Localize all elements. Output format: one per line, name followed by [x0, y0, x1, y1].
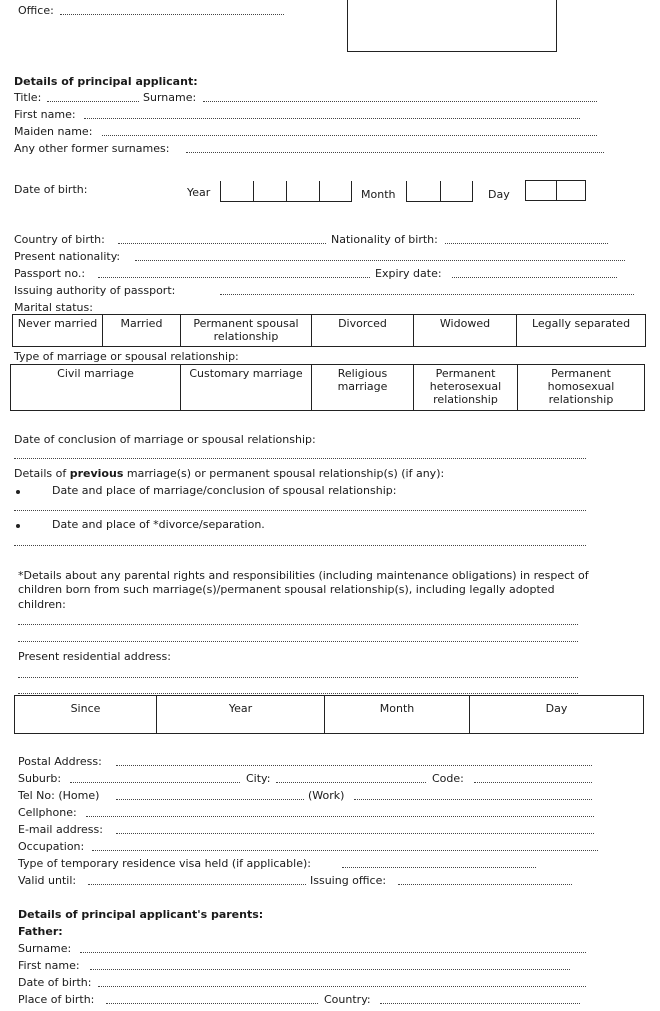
- marital-status-table: [12, 314, 646, 347]
- office-stamp-box: [347, 0, 557, 52]
- marital-option-never-married[interactable]: Never married: [13, 315, 103, 347]
- passport-field[interactable]: [98, 277, 370, 278]
- dob-month-label: Month: [361, 188, 396, 201]
- tel-work-label: (Work): [308, 789, 345, 802]
- since-table: [14, 695, 644, 734]
- relationship-option-religious[interactable]: Religious marriage: [312, 365, 414, 411]
- marital-option-permanent-spousal[interactable]: Permanent spousal relationship: [181, 315, 312, 347]
- dob-label: Date of birth:: [14, 183, 88, 196]
- relationship-option-homosexual[interactable]: Permanent homosexual relationship: [518, 365, 645, 411]
- title-field[interactable]: [47, 101, 139, 102]
- relationship-type-label: Type of marriage or spousal relationship:: [14, 350, 239, 363]
- since-header[interactable]: Since: [15, 696, 157, 734]
- title-label: Title:: [14, 91, 42, 104]
- issuing-office-field[interactable]: [398, 884, 572, 885]
- since-year-header[interactable]: Year: [157, 696, 325, 734]
- bullet-icon: [16, 490, 20, 494]
- marital-option-married[interactable]: Married: [103, 315, 181, 347]
- previous-marriages-label: Details of previous marriage(s) or permanent spousal relationship(s) (if any):: [14, 467, 445, 480]
- previous-marriage-date-field[interactable]: [14, 510, 586, 511]
- surname-field[interactable]: [203, 101, 597, 102]
- parental-details-field-1[interactable]: [18, 624, 578, 625]
- visa-type-field[interactable]: [342, 867, 536, 868]
- expiry-label: Expiry date:: [375, 267, 442, 280]
- dob-year-label: Year: [187, 186, 211, 199]
- since-day-header[interactable]: Day: [470, 696, 644, 734]
- father-dob-field[interactable]: [98, 986, 586, 987]
- passport-label: Passport no.:: [14, 267, 86, 280]
- divorce-date-label: Date and place of *divorce/separation.: [52, 518, 265, 531]
- postal-address-label: Postal Address:: [18, 755, 102, 768]
- former-surnames-label: Any other former surnames:: [14, 142, 170, 155]
- suburb-label: Suburb:: [18, 772, 62, 785]
- father-heading: Father:: [18, 925, 63, 938]
- father-country-label: Country:: [324, 993, 371, 1006]
- conclusion-date-label: Date of conclusion of marriage or spousal relationship:: [14, 433, 316, 446]
- cellphone-field[interactable]: [86, 816, 594, 817]
- visa-type-label: Type of temporary residence visa held (if applicable):: [18, 857, 311, 870]
- office-field[interactable]: [60, 14, 284, 15]
- father-surname-label: Surname:: [18, 942, 72, 955]
- present-nationality-label: Present nationality:: [14, 250, 121, 263]
- residential-address-field-2[interactable]: [18, 693, 578, 694]
- father-first-name-label: First name:: [18, 959, 80, 972]
- first-name-field[interactable]: [84, 118, 580, 119]
- maiden-name-field[interactable]: [102, 135, 597, 136]
- former-surnames-field[interactable]: [186, 152, 604, 153]
- issuing-authority-field[interactable]: [220, 294, 634, 295]
- tel-work-field[interactable]: [354, 799, 592, 800]
- email-field[interactable]: [116, 833, 594, 834]
- principal-heading: Details of principal applicant:: [14, 75, 198, 88]
- conclusion-date-field[interactable]: [14, 458, 586, 459]
- marital-option-widowed[interactable]: Widowed: [414, 315, 517, 347]
- parental-note-line-1: *Details about any parental rights and responsibilities (including maintenance obligations) in respect of: [18, 569, 589, 582]
- city-field[interactable]: [276, 782, 426, 783]
- issuing-authority-label: Issuing authority of passport:: [14, 284, 176, 297]
- bullet-icon: [16, 524, 20, 528]
- parental-details-field-2[interactable]: [18, 641, 578, 642]
- code-field[interactable]: [474, 782, 592, 783]
- relationship-option-heterosexual[interactable]: Permanent heterosexual relationship: [414, 365, 518, 411]
- father-country-field[interactable]: [380, 1003, 580, 1004]
- marital-status-label: Marital status:: [14, 301, 93, 314]
- marital-option-divorced[interactable]: Divorced: [312, 315, 414, 347]
- parents-heading: Details of principal applicant's parents:: [18, 908, 264, 921]
- nationality-birth-label: Nationality of birth:: [331, 233, 438, 246]
- marital-option-legally-separated[interactable]: Legally separated: [517, 315, 646, 347]
- father-pob-field[interactable]: [106, 1003, 318, 1004]
- previous-marriage-date-label: Date and place of marriage/conclusion of spousal relationship:: [52, 484, 397, 497]
- relationship-option-customary[interactable]: Customary marriage: [181, 365, 312, 411]
- relationship-option-civil[interactable]: Civil marriage: [11, 365, 181, 411]
- occupation-label: Occupation:: [18, 840, 85, 853]
- expiry-field[interactable]: [452, 277, 617, 278]
- first-name-label: First name:: [14, 108, 76, 121]
- code-label: Code:: [432, 772, 464, 785]
- surname-label: Surname:: [143, 91, 197, 104]
- father-first-name-field[interactable]: [90, 969, 570, 970]
- residential-address-field-1[interactable]: [18, 677, 578, 678]
- father-pob-label: Place of birth:: [18, 993, 95, 1006]
- dob-year-boxes[interactable]: [220, 181, 352, 202]
- father-surname-field[interactable]: [80, 952, 586, 953]
- city-label: City:: [246, 772, 271, 785]
- tel-home-label: Tel No: (Home): [18, 789, 100, 802]
- parental-note-line-3: children:: [18, 598, 66, 611]
- office-label: Office:: [18, 4, 54, 17]
- dob-month-boxes[interactable]: [406, 181, 473, 202]
- maiden-name-label: Maiden name:: [14, 125, 93, 138]
- father-dob-label: Date of birth:: [18, 976, 92, 989]
- issuing-office-label: Issuing office:: [310, 874, 387, 887]
- cellphone-label: Cellphone:: [18, 806, 77, 819]
- present-nationality-field[interactable]: [135, 260, 625, 261]
- email-label: E-mail address:: [18, 823, 103, 836]
- postal-address-field[interactable]: [116, 765, 592, 766]
- occupation-field[interactable]: [92, 850, 598, 851]
- valid-until-field[interactable]: [88, 884, 306, 885]
- country-birth-label: Country of birth:: [14, 233, 105, 246]
- relationship-type-table: [10, 364, 645, 411]
- divorce-date-field[interactable]: [14, 545, 586, 546]
- country-birth-field[interactable]: [118, 243, 326, 244]
- tel-home-field[interactable]: [116, 799, 304, 800]
- valid-until-label: Valid until:: [18, 874, 77, 887]
- dob-day-boxes[interactable]: [525, 180, 586, 201]
- nationality-birth-field[interactable]: [445, 243, 608, 244]
- since-month-header[interactable]: Month: [325, 696, 470, 734]
- parental-note-line-2: children born from such marriage(s)/permanent spousal relationship(s), including legally adopted: [18, 583, 555, 596]
- residential-address-label: Present residential address:: [18, 650, 171, 663]
- dob-day-label: Day: [488, 188, 510, 201]
- suburb-field[interactable]: [70, 782, 240, 783]
